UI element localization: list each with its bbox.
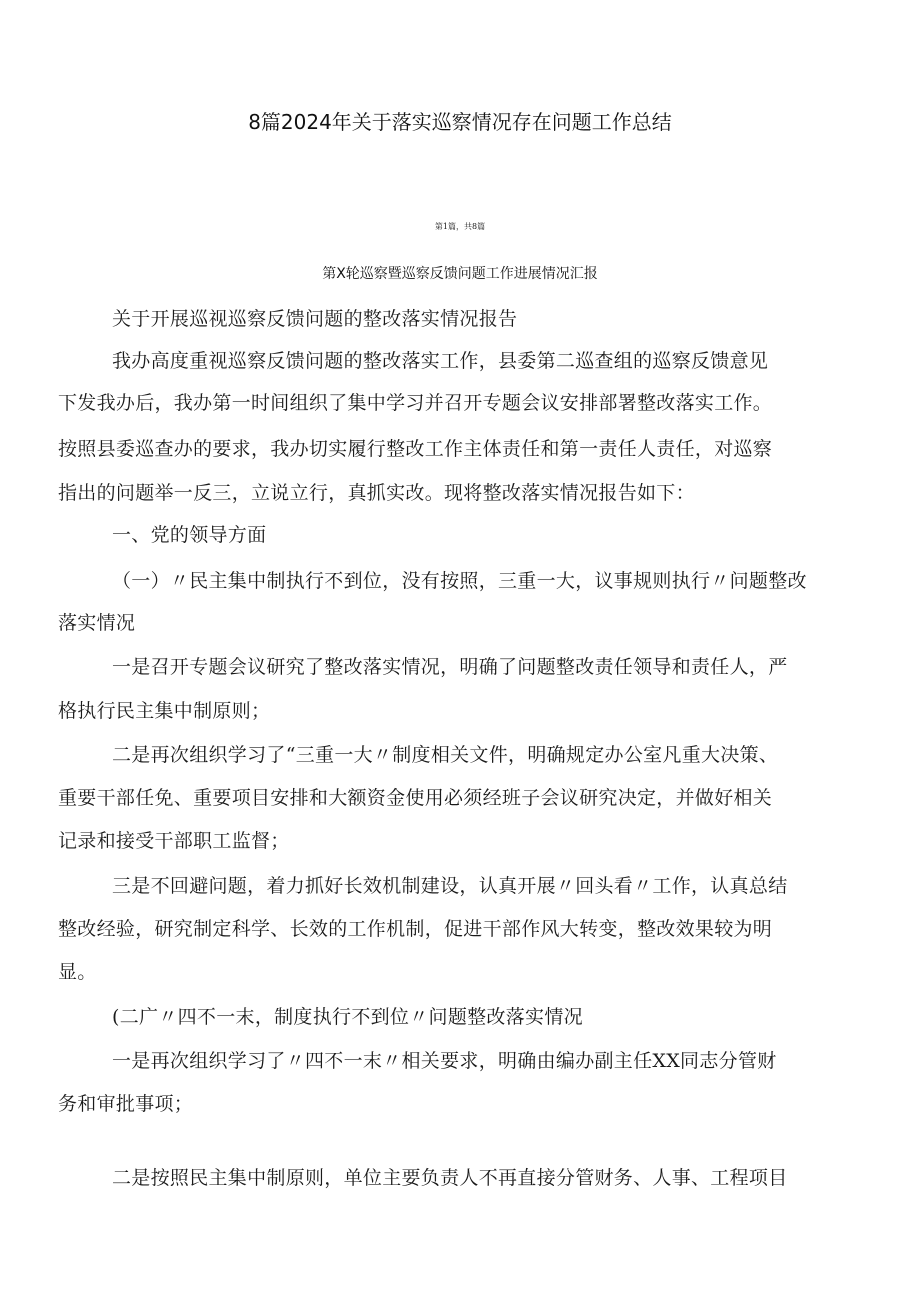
body-line: 格执行民主集中制原则；	[58, 700, 271, 722]
body-line: 指出的问题举一反三，立说立行，真抓实改。现将整改落实情况报告如下：	[58, 482, 695, 504]
body-line: 一、党的领导方面	[112, 524, 267, 546]
body-line: 一是再次组织学习了〃四不一末〃相关要求，明确由编办副主任XX同志分管财	[112, 1050, 777, 1072]
section-title: 第X轮巡察暨巡察反馈问题工作进展情况汇报	[322, 266, 598, 282]
body-line: 落实情况	[58, 612, 136, 634]
body-line: 显。	[58, 961, 97, 983]
body-line: 三是不回避问题，着力抓好长效机制建设，认真开展〃回头看〃工作，认真总结	[112, 875, 788, 897]
document-title: 8篇2024年关于落实巡察情况存在问题工作总结	[248, 110, 672, 134]
body-line: 按照县委巡查办的要求，我办切实履行整改工作主体责任和第一责任人责任，对巡察	[58, 438, 773, 460]
part-label: 第1篇，共8篇	[434, 222, 486, 231]
body-line: （一）〃民主集中制执行不到位，没有按照，三重一大，议事规则执行〃问题整改	[112, 570, 807, 592]
body-line: 记录和接受干部职工监督；	[58, 830, 290, 852]
body-line: 下发我办后，我办第一时间组织了集中学习并召开专题会议安排部署整改落实工作。	[58, 392, 773, 414]
body-line: 一是召开专题会议研究了整改落实情况，明确了问题整改责任领导和责任人，严	[112, 656, 788, 678]
body-line: 重要干部任免、重要项目安排和大额资金使用必须经班子会议研究决定，并做好相关	[58, 787, 773, 809]
body-line: (二广〃四不一末，制度执行不到位〃问题整改落实情况	[112, 1006, 583, 1028]
body-line: 二是按照民主集中制原则，单位主要负责人不再直接分管财务、人事、工程项目	[112, 1167, 788, 1189]
body-line: 我办高度重视巡察反馈问题的整改落实工作，县委第二巡查组的巡察反馈意见	[112, 350, 769, 372]
body-line: 整改经验，研究制定科学、长效的工作机制，促进干部作风大转变，整改效果较为明	[58, 918, 773, 940]
body-line: 二是再次组织学习了“三重一大〃制度相关文件，明确规定办公室凡重大决策、	[112, 744, 779, 766]
body-line: 务和审批事项；	[58, 1093, 194, 1115]
body-line: 关于开展巡视巡察反馈问题的整改落实情况报告	[112, 308, 518, 330]
